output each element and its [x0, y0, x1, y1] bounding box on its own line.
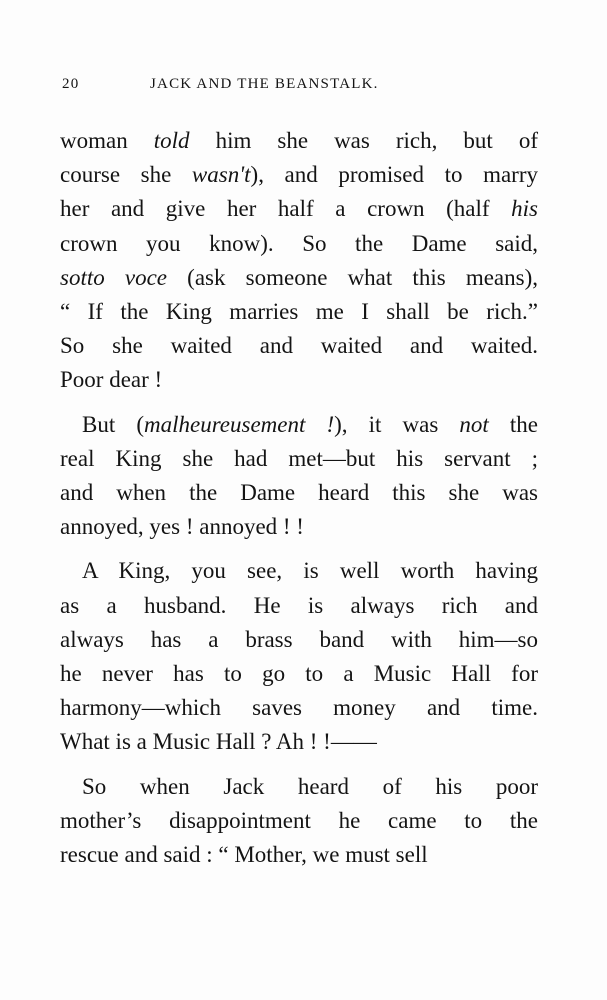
text-line: [60, 124, 538, 158]
text-segment: her and give her half a crown (half: [60, 196, 512, 222]
text-line: [60, 770, 538, 804]
text-segment: Poor dear !: [60, 367, 163, 393]
text-segment: A King, you see, is well worth having: [82, 558, 538, 584]
text-line: [60, 363, 538, 397]
paragraph: [60, 554, 538, 759]
italic-text: malheureusement !: [144, 411, 335, 437]
text-line: [60, 657, 538, 691]
text-line: [60, 192, 538, 226]
italic-text: sotto voce: [60, 264, 168, 290]
page-number: 20: [62, 76, 80, 92]
text-line: [60, 261, 538, 295]
text-segment: as a husband. He is always rich and: [60, 592, 538, 618]
text-line: [60, 554, 538, 588]
text-line: [60, 295, 538, 329]
italic-text: wasn't: [191, 162, 251, 188]
text-segment: So she waited and waited and waited.: [60, 333, 538, 359]
paragraph: [60, 770, 538, 873]
text-line: [60, 589, 538, 623]
text-line: [60, 476, 538, 510]
text-segment: him she was rich, but of: [189, 128, 538, 153]
text-segment: (ask someone what this means),: [167, 264, 538, 290]
running-head: [62, 76, 545, 100]
text-segment: and when the Dame heard this she was: [60, 480, 538, 506]
text-line: [60, 623, 538, 657]
text-segment: rescue and said : “ Mother, we must sell: [60, 842, 428, 868]
text-segment: woman: [60, 128, 154, 153]
text-line: [60, 838, 538, 872]
text-line: [60, 158, 538, 192]
text-segment: ), it was: [334, 411, 460, 437]
paragraph: [60, 124, 538, 398]
text-segment: “ If the King marries me I shall be rich.”: [60, 299, 538, 325]
italic-text: his: [511, 196, 538, 222]
text-segment: he never has to go to a Music Hall for: [60, 661, 538, 687]
italic-text: told: [153, 128, 190, 153]
text-segment: annoyed, yes ! annoyed ! !: [60, 514, 304, 540]
text-line: [60, 804, 538, 838]
text-segment: course she: [60, 162, 192, 188]
text-segment: always has a brass band with him—so: [60, 626, 538, 652]
text-line: [60, 442, 538, 476]
italic-text: not: [459, 411, 489, 437]
text-line: [60, 227, 538, 261]
text-line: [60, 408, 538, 442]
text-segment: So when Jack heard of his poor: [82, 773, 538, 799]
paragraph: [60, 408, 538, 545]
text-segment: the: [488, 411, 538, 437]
running-title: JACK AND THE BEANSTALK.: [150, 76, 379, 92]
text-segment: harmony—which saves money and time.: [60, 695, 538, 721]
text-line: [60, 329, 538, 363]
text-line: [60, 725, 538, 759]
text-segment: crown you know). So the Dame said,: [60, 230, 538, 256]
text-segment: What is a Music Hall ? Ah ! !——: [60, 729, 377, 755]
text-segment: mother’s disappointment he came to the: [60, 807, 538, 833]
text-line: [60, 691, 538, 725]
text-segment: But (: [82, 411, 144, 437]
text-segment: real King she had met—but his servant ;: [60, 445, 538, 471]
text-line: [60, 510, 538, 544]
text-segment: ), and promised to marry: [250, 162, 539, 188]
body-text: [60, 124, 538, 872]
